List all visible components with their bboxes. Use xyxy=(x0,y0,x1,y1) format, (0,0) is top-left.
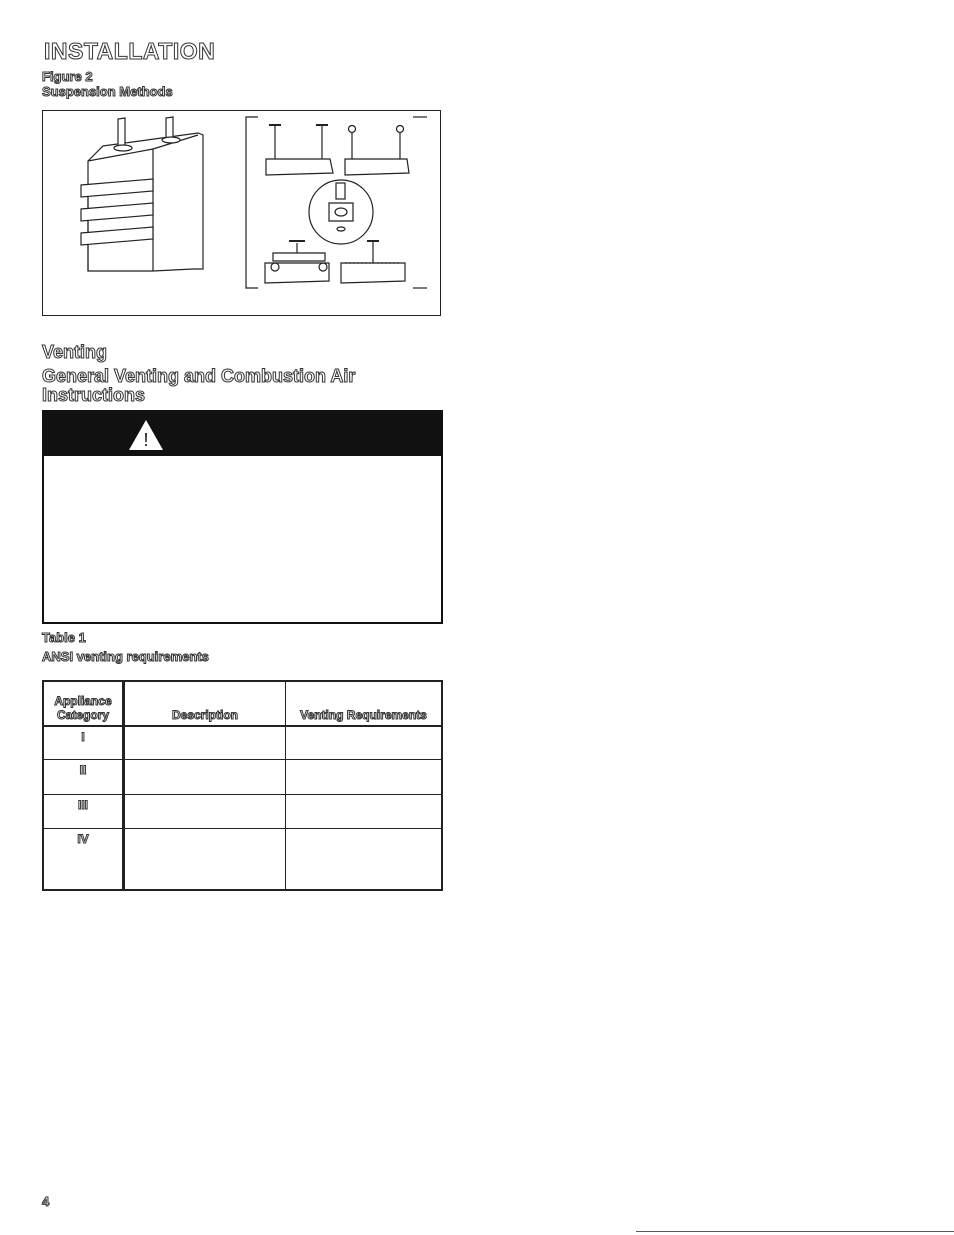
warning-header xyxy=(44,412,441,456)
suspension-illustration xyxy=(43,111,440,315)
figure-caption: Suspension Methods xyxy=(42,84,173,99)
table-label: Table 1 xyxy=(42,630,86,645)
suspension-methods-figure xyxy=(42,110,441,316)
general-venting-heading: General Venting and Combustion Air Instructions xyxy=(42,366,356,405)
table-row xyxy=(43,828,442,890)
row-requirements xyxy=(286,759,443,794)
table-row xyxy=(43,759,442,794)
row-description xyxy=(124,726,286,759)
warning-exclamation: ! xyxy=(143,430,149,450)
row-description xyxy=(124,794,286,828)
header-appliance-category: Appliance Category xyxy=(43,681,124,726)
table-row xyxy=(43,794,442,828)
heater-body-outline xyxy=(88,133,203,271)
figure-label: Figure 2 xyxy=(42,69,93,84)
row-requirements xyxy=(286,828,443,890)
page-number: 4 xyxy=(42,1194,50,1209)
row-category: IV xyxy=(43,828,124,890)
row-description xyxy=(124,828,286,890)
header-description: Description xyxy=(124,681,286,726)
table-caption: ANSI venting requirements xyxy=(42,649,209,664)
table-header-row xyxy=(43,681,442,726)
venting-heading: Venting xyxy=(42,342,108,362)
row-description xyxy=(124,759,286,794)
footer-red-rule xyxy=(636,1231,954,1232)
table-row xyxy=(43,726,442,759)
section-title: INSTALLATION xyxy=(44,38,216,64)
header-venting-requirements: Venting Requirements xyxy=(286,681,443,726)
row-category: I xyxy=(43,726,124,759)
venting-requirements-table xyxy=(42,680,443,891)
row-category: III xyxy=(43,794,124,828)
row-category: II xyxy=(43,759,124,794)
warning-box xyxy=(42,410,443,624)
warning-triangle-icon xyxy=(127,418,165,452)
row-requirements xyxy=(286,794,443,828)
row-requirements xyxy=(286,726,443,759)
